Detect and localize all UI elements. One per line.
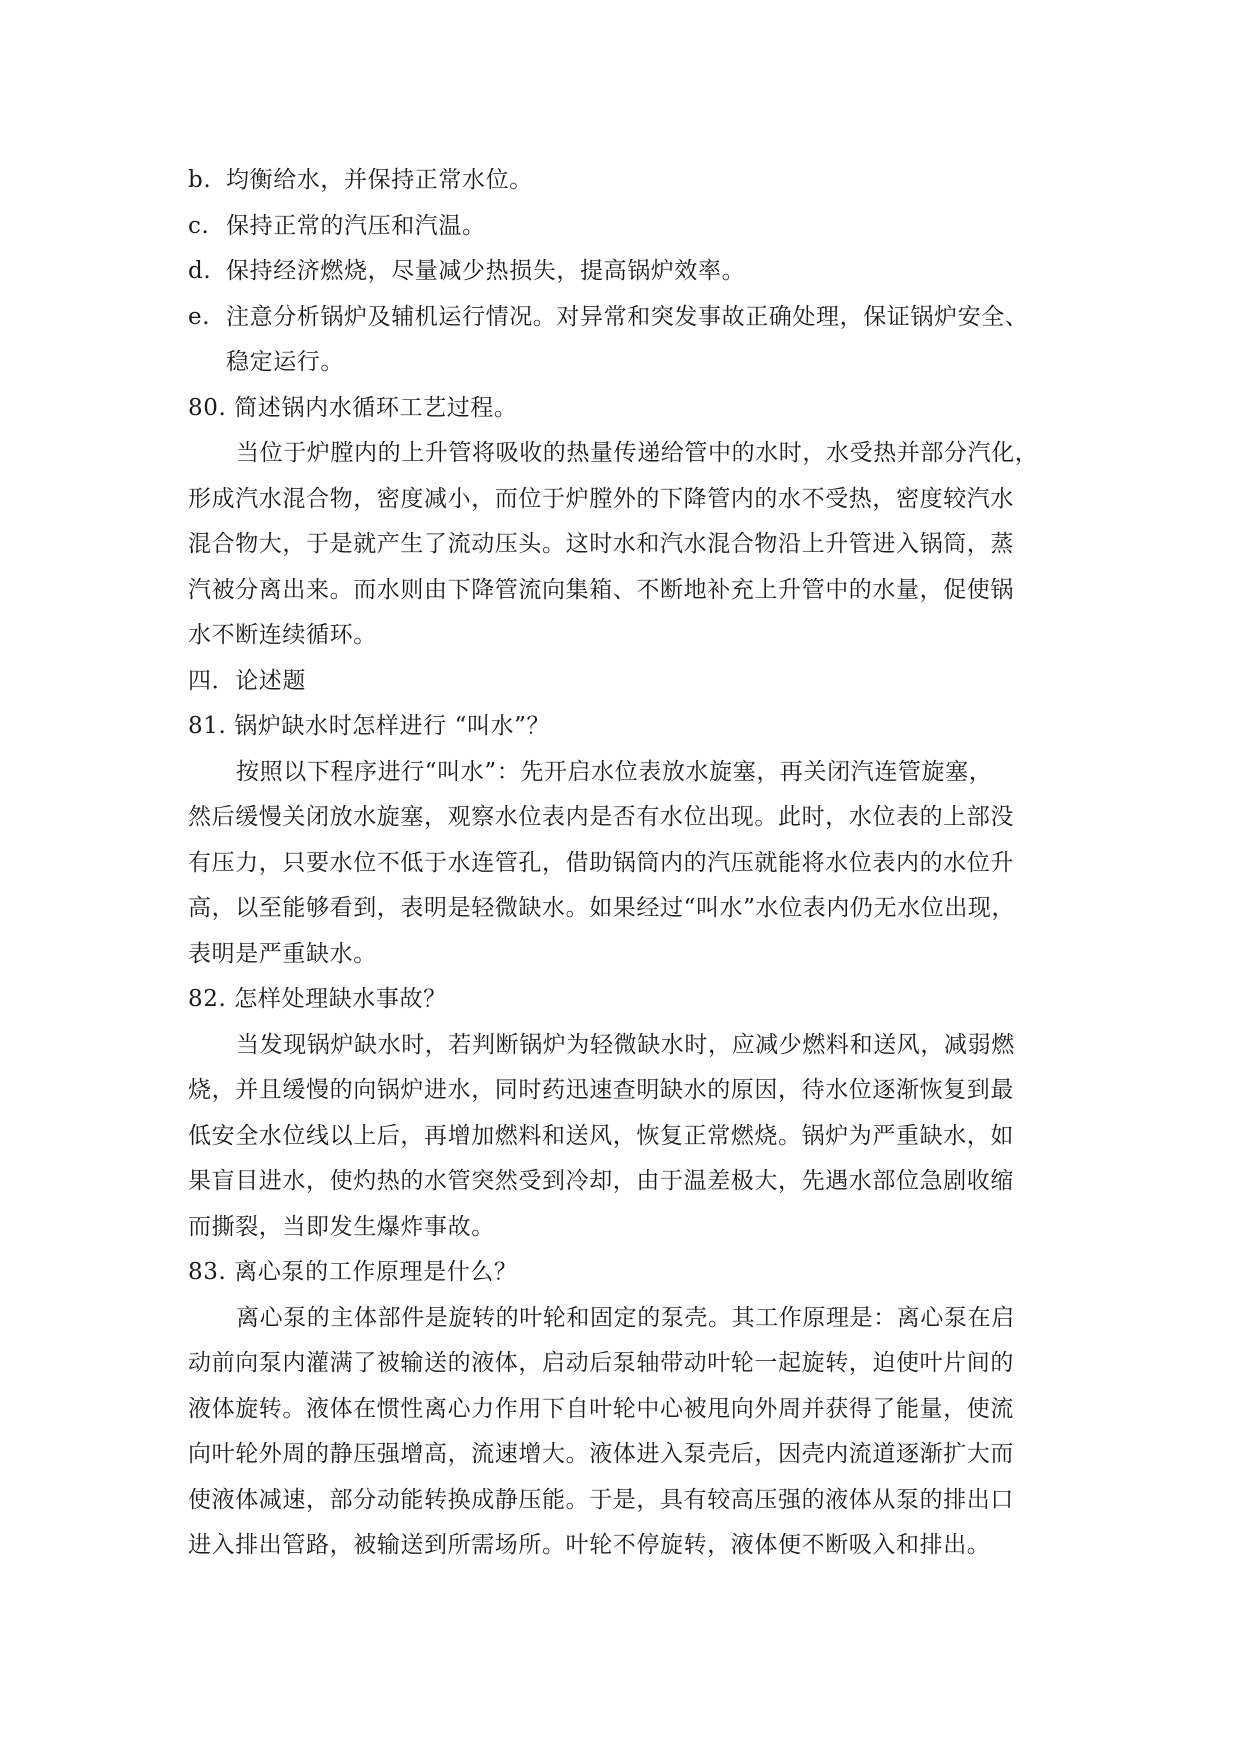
list-item-e: [188, 295, 1058, 341]
answer-line: 低安全水位线以上后，再增加燃料和送风，恢复正常燃烧。锅炉为严重缺水，如: [188, 1122, 1014, 1149]
answer-line: 当位于炉膛内的上升管将吸收的热量传递给管中的水时，水受热并部分汽化，: [236, 440, 1039, 466]
answer-line: 使液体减速，部分动能转换成静压能。于是，具有较高压强的液体从泵的排出口: [188, 1486, 1014, 1513]
list-item-c: [188, 204, 1058, 250]
answer-line: 表明是严重缺水。: [188, 940, 377, 967]
answer-line: 向叶轮外周的静压强增高，流速增大。液体进入泵壳后，因壳内流道逐渐扩大而: [188, 1441, 1014, 1467]
answer-line: 水不断连续循环。: [188, 622, 377, 648]
answer-line: 动前向泵内灌满了被输送的液体，启动后泵轴带动叶轮一起旋转，迫使叶片间的: [188, 1350, 1014, 1376]
list-item-b: [188, 158, 1058, 204]
question-81-title: 81. 锅炉缺水时怎样进行 “叫水”？: [188, 713, 551, 739]
list-marker: e.: [188, 303, 211, 330]
list-text: 均衡给水，并保持正常水位。: [226, 167, 533, 193]
answer-line: 有压力，只要水位不低于水连管孔，借助锅筒内的汽压就能将水位表内的水位升: [188, 849, 1014, 876]
question-80-answer: [188, 431, 1058, 659]
question-82-answer: [188, 1023, 1058, 1251]
list-marker: d.: [188, 258, 212, 284]
page-content: [188, 158, 1058, 1569]
question-80-title: 80. 简述锅内水循环工艺过程。: [188, 394, 518, 421]
answer-line: 然后缓慢关闭放水旋塞，观察水位表内是否有水位出现。此时，水位表的上部没: [188, 804, 1014, 830]
list-text: 保持正常的汽压和汽温。: [226, 212, 486, 239]
answer-line: 而撕裂，当即发生爆炸事故。: [188, 1213, 495, 1240]
answer-line: 混合物大，于是就产生了流动压头。这时水和汽水混合物沿上升管进入锅筒，蒸: [188, 531, 1014, 557]
question-83-answer: [188, 1296, 1058, 1569]
answer-line: 液体旋转。液体在惯性离心力作用下自叶轮中心被甩向外周并获得了能量，使流: [188, 1395, 1014, 1422]
answer-line: 高，以至能够看到，表明是轻微缺水。如果经过“叫水”水位表内仍无水位出现，: [188, 895, 1016, 921]
list-text: 注意分析锅炉及辅机运行情况。对异常和突发事故正确处理，保证锅炉安全、: [226, 303, 1029, 330]
list-item-d: [188, 249, 1058, 295]
question-82-title: 82. 怎样处理缺水事故？: [188, 986, 447, 1012]
answer-line: 烧，并且缓慢的向锅炉进水，同时药迅速查明缺水的原因，待水位逐渐恢复到最: [188, 1077, 1014, 1103]
answer-line: 汽被分离出来。而水则由下降管流向集箱、不断地补充上升管中的水量，促使锅: [188, 576, 1014, 603]
answer-line: 当发现锅炉缺水时，若判断锅炉为轻微缺水时，应减少燃料和送风，减弱燃: [236, 1031, 1015, 1058]
list-marker: c.: [188, 212, 210, 239]
list-marker: b.: [188, 167, 212, 193]
question-81-answer: [188, 750, 1058, 978]
answer-line: 形成汽水混合物，密度减小，而位于炉膛外的下降管内的水不受热，密度较汽水: [188, 485, 1014, 512]
question-83-title: 83. 离心泵的工作原理是什么？: [188, 1259, 518, 1285]
answer-line: 果盲目进水，使灼热的水管突然受到冷却，由于温差极大，先遇水部位急剧收缩: [188, 1168, 1014, 1194]
answer-line: 按照以下程序进行“叫水”：先开启水位表放水旋塞，再关闭汽连管旋塞，: [236, 758, 993, 785]
list-text-continuation: 稳定运行。: [226, 349, 344, 375]
section-title: 四．论述题: [188, 667, 306, 694]
answer-line: 离心泵的主体部件是旋转的叶轮和固定的泵壳。其工作原理是：离心泵在启: [236, 1304, 1015, 1331]
list-text: 保持经济燃烧，尽量减少热损失，提高锅炉效率。: [226, 258, 746, 284]
answer-line: 进入排出管路，被输送到所需场所。叶轮不停旋转，液体便不断吸入和排出。: [188, 1532, 991, 1558]
